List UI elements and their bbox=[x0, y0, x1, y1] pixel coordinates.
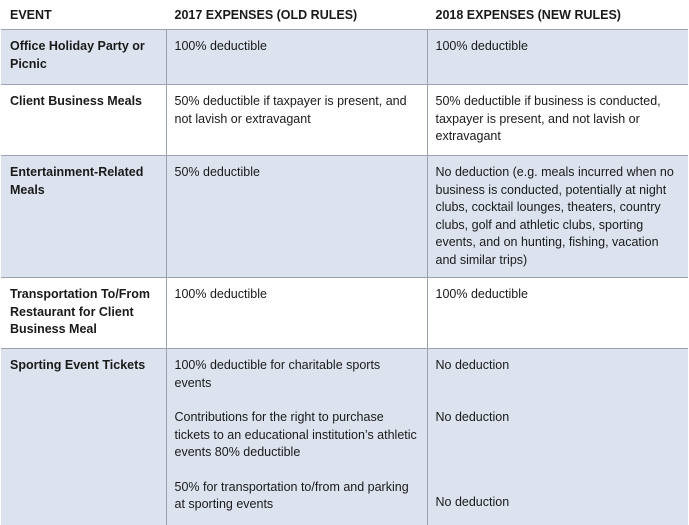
table-row bbox=[1, 85, 688, 156]
new-rules-cell bbox=[427, 30, 688, 85]
cell-text: 100% deductible bbox=[435, 287, 528, 301]
old-rules-cell bbox=[166, 349, 427, 525]
cell-text: No deduction bbox=[435, 358, 510, 372]
event-cell: Transportation To/From Restaurant for Client Business Meal bbox=[1, 278, 166, 349]
event-cell: Entertainment-Related Meals bbox=[1, 156, 166, 278]
old-rules-cell bbox=[166, 85, 427, 156]
new-rules-cell bbox=[427, 156, 688, 278]
header-row bbox=[1, 0, 688, 30]
old-rules-cell bbox=[166, 156, 427, 278]
header-event: EVENT bbox=[1, 0, 166, 30]
old-rules-cell bbox=[166, 30, 427, 85]
new-rules-cell bbox=[427, 278, 688, 349]
cell-text: No deduction bbox=[435, 409, 510, 424]
cell-text: 100% deductible bbox=[435, 39, 528, 53]
cell-text: 100% deductible bbox=[174, 287, 267, 301]
cell-text: 100% deductible bbox=[174, 39, 267, 53]
cell-text: No deduction (e.g. meals incurred when no business is conducted, potentially at night clubs, cocktail lounges, theaters, country clubs, golf and athletic clubs, sporting events, and on hunting, fishing, vacation and similar trips) bbox=[435, 165, 674, 267]
old-rules-cell bbox=[166, 278, 427, 349]
table-row bbox=[1, 278, 688, 349]
header-2018-new-rules: 2018 EXPENSES (NEW RULES) bbox=[427, 0, 688, 30]
table-row bbox=[1, 156, 688, 278]
event-cell: Client Business Meals bbox=[1, 85, 166, 156]
cell-text: 50% deductible bbox=[174, 165, 260, 179]
table-row bbox=[1, 349, 688, 525]
cell-text: 50% deductible if taxpayer is present, and not lavish or extravagant bbox=[174, 94, 407, 126]
event-cell: Office Holiday Party or Picnic bbox=[1, 30, 166, 85]
cell-text: No deduction bbox=[435, 495, 510, 509]
cell-text: Contributions for the right to purchase tickets to an educational institution’s athletic events 80% deductible bbox=[174, 410, 417, 459]
expenses-comparison-table bbox=[1, 0, 688, 525]
cell-text: 50% for transportation to/from and parking at sporting events bbox=[174, 479, 409, 511]
event-cell: Sporting Event Tickets bbox=[1, 349, 166, 525]
cell-text: 100% deductible for charitable sports events bbox=[174, 358, 381, 390]
cell-text: 50% deductible if business is conducted, taxpayer is present, and not lavish or extravagant bbox=[435, 94, 661, 143]
new-rules-cell bbox=[427, 85, 688, 156]
header-2017-old-rules: 2017 EXPENSES (OLD RULES) bbox=[166, 0, 427, 30]
new-rules-cell bbox=[427, 349, 688, 525]
table-row bbox=[1, 30, 688, 85]
